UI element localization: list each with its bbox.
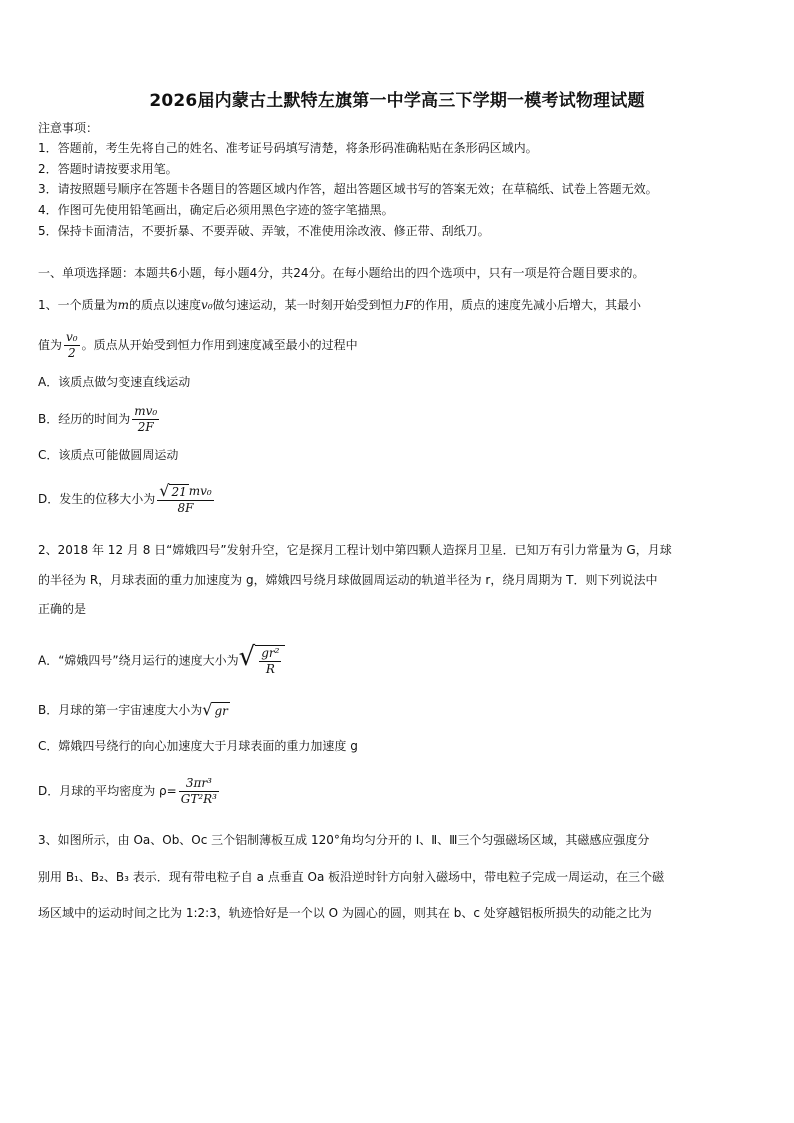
q1-text-e: 值为 [38, 338, 63, 352]
q2-stem-line1: 2、2018 年 12 月 8 日“嫦娥四号”发射升空，它是探月工程计划中第四颗人造探月卫星．已知万有引力常量为 G，月球 [38, 543, 672, 557]
option-d-label: D．月球的平均密度为 ρ= [38, 784, 177, 798]
option-b-fraction [132, 404, 159, 435]
option-a-label: A．“嫦娥四号”绕月运行的速度大小为 [38, 653, 239, 668]
option-b-label: B．经历的时间为 [38, 412, 131, 426]
q2-option-d [38, 776, 221, 807]
q1-stem-line2 [38, 330, 358, 361]
q1-option-c: C．该质点可能做圆周运动 [38, 448, 179, 462]
notice-item-3: 3．请按照题号顺序在答题卡各题目的答题区域内作答，超出答题区域书写的答案无效；在草稿纸、试卷上答题无效。 [38, 182, 658, 196]
option-d-fraction: $\frac{\text{3πr³}}{\text{GT²R³}}$ [180, 776, 217, 806]
q2-stem-line2: 的半径为 R，月球表面的重力加速度为 g，嫦娥四号绕月球做圆周运动的轨道半径为 r，绕月周期为 T．则下列说法中 [38, 573, 658, 587]
q3-stem-line3: 场区域中的运动时间之比为 1:2:3，轨迹恰好是一个以 O 为圆心的圆，则其在 b、c 处穿越铝板所损失的动能之比为 [38, 906, 652, 920]
sqrt-symbol: √ gr [202, 700, 228, 719]
notice-heading: 注意事项： [38, 121, 99, 135]
q1-force-symbol: F [404, 298, 413, 312]
q3-stem-line2: 别用 B₁、B₂、B₃ 表示．现有带电粒子自 a 点垂直 Oa 板沿逆时针方向射入磁场中，带电粒子完成一周运动，在三个磁 [38, 870, 665, 884]
q1-option-d [38, 483, 216, 516]
frac-numerator: √ 21 mv₀ [159, 481, 212, 500]
q2-option-b [38, 702, 230, 719]
sqrt-symbol: √ 21 [159, 481, 187, 500]
q1-text-d: 的作用，质点的速度先减小后增大，其最小 [412, 298, 641, 312]
notice-item-2: 2．答题时请按要求用笔。 [38, 162, 178, 176]
q1-option-a: A．该质点做匀变速直线运动 [38, 375, 191, 389]
option-d-label: D．发生的位移大小为 [38, 492, 156, 506]
frac-denominator: 2F [137, 420, 154, 434]
exam-title: 2026届内蒙古土默特左旗第一中学高三下学期一模考试物理试题 [149, 91, 645, 111]
q1-text-f: 。质点从开始受到恒力作用到速度减至最小的过程中 [81, 338, 358, 352]
q2-option-a [38, 642, 285, 677]
q2-option-c: C．嫦娥四号绕行的向心加速度大于月球表面的重力加速度 g [38, 739, 358, 753]
option-d-fraction [157, 483, 213, 516]
q1-mass-symbol: m [117, 298, 130, 312]
frac-numerator: v₀ [66, 330, 78, 344]
frac-denominator: 8F [177, 501, 194, 515]
frac-numerator: mv₀ [134, 404, 158, 418]
q1-velocity-symbol: v₀ [201, 298, 213, 312]
notice-item-1: 1．答题前，考生先将自己的姓名、准考证号码填写清楚，将条形码准确粘贴在条形码区域内。 [38, 141, 538, 155]
q1-text-a: 1、一个质量为 [38, 298, 118, 312]
option-a-fraction: $\frac{\text{gr²}}{R}$ [261, 646, 280, 676]
sqrt-symbol: √ $\frac{\text{gr²}}{R}$ [239, 645, 286, 677]
q1-stem-line1 [38, 297, 641, 313]
notice-item-5: 5．保持卡面清洁，不要折暴、不要弄破、弄皱，不准使用涂改液、修正带、刮纸刀。 [38, 224, 490, 238]
q1-text-c: 做匀速运动，某一时刻开始受到恒力 [212, 298, 405, 312]
q3-stem-line1: 3、如图所示，由 Oa、Ob、Oc 三个铝制薄板互成 120°角均匀分开的 Ⅰ、Ⅱ、Ⅲ三个匀强磁场区域，其磁感应强度分 [38, 833, 650, 847]
notice-item-4: 4．作图可先使用铅笔画出，确定后必须用黑色字迹的签字笔描黑。 [38, 203, 394, 217]
option-b-label: B．月球的第一宇宙速度大小为 [38, 703, 203, 717]
section-heading: 一、单项选择题：本题共6小题，每小题4分，共24分。在每小题给出的四个选项中，只有一项是符合题目要求的。 [38, 266, 645, 280]
q1-min-speed-fraction [64, 330, 80, 361]
frac-denominator: 2 [67, 346, 76, 360]
q1-text-b: 的质点以速度 [129, 298, 202, 312]
q1-option-b [38, 404, 161, 435]
q2-stem-line3: 正确的是 [38, 602, 87, 616]
